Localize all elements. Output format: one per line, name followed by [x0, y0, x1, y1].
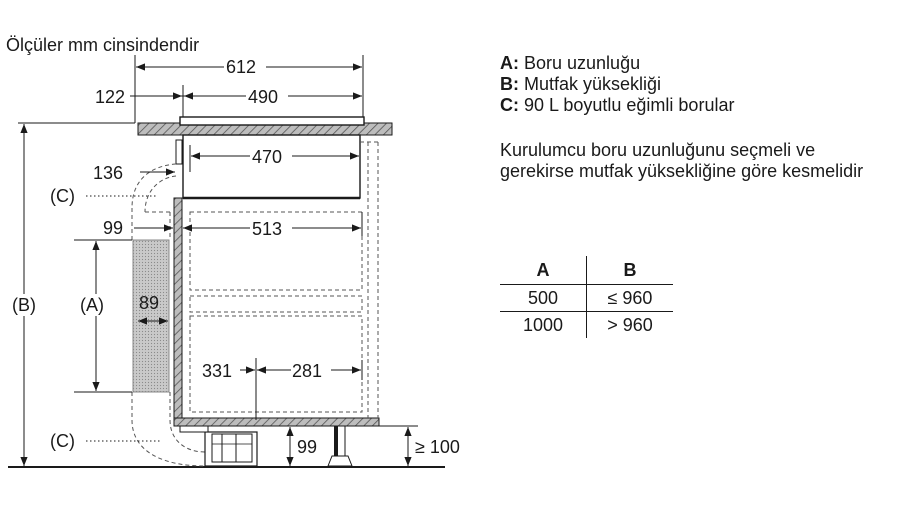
label-c-top: (C)	[50, 186, 75, 206]
cabinet-back-wall	[174, 198, 182, 420]
units-note: Ölçüler mm cinsindendir	[6, 35, 200, 55]
dim-490: 490	[248, 87, 279, 107]
legend-item-b: B: Mutfak yüksekliği	[500, 74, 662, 94]
installer-note: Kurulumcu boru uzunluğunu seçmeli ve gerekirse mutfak yüksekliğine göre kesmelidir	[500, 140, 864, 181]
dim-136: 136	[93, 163, 124, 183]
table-header-a: A	[536, 259, 550, 280]
table-cell: 1000	[522, 314, 564, 335]
dim-89: 89	[139, 293, 160, 313]
pipe-length-table	[500, 256, 673, 338]
legend-item-a: A: Boru uzunluğu	[500, 53, 641, 73]
table-header-b: B	[587, 256, 674, 285]
dim-ge-100: ≥ 100	[415, 437, 460, 457]
table-cell: ≤ 960	[587, 285, 674, 312]
table-cell: > 960	[587, 312, 674, 339]
cabinet-bottom	[174, 418, 379, 426]
table-row	[500, 312, 673, 339]
dim-513: 513	[252, 219, 283, 239]
dim-99-bottom: 99	[297, 437, 318, 457]
dim-470: 470	[252, 147, 283, 167]
label-c-bottom: (C)	[50, 431, 75, 451]
legend-item-c: C: 90 L boyutlu eğimli borular	[500, 95, 735, 115]
table-row	[500, 285, 673, 312]
fan-unit	[205, 432, 257, 466]
label-a: (A)	[80, 295, 104, 315]
dim-122: 122	[95, 87, 126, 107]
label-b: (B)	[12, 295, 36, 315]
table-cell: 500	[527, 287, 559, 308]
dim-281: 281	[292, 361, 323, 381]
vertical-pipe	[133, 240, 169, 392]
dim-99-top: 99	[103, 218, 124, 238]
legend	[500, 53, 734, 116]
dim-331: 331	[202, 361, 233, 381]
dim-612: 612	[226, 57, 257, 77]
hob-plate	[180, 117, 364, 125]
